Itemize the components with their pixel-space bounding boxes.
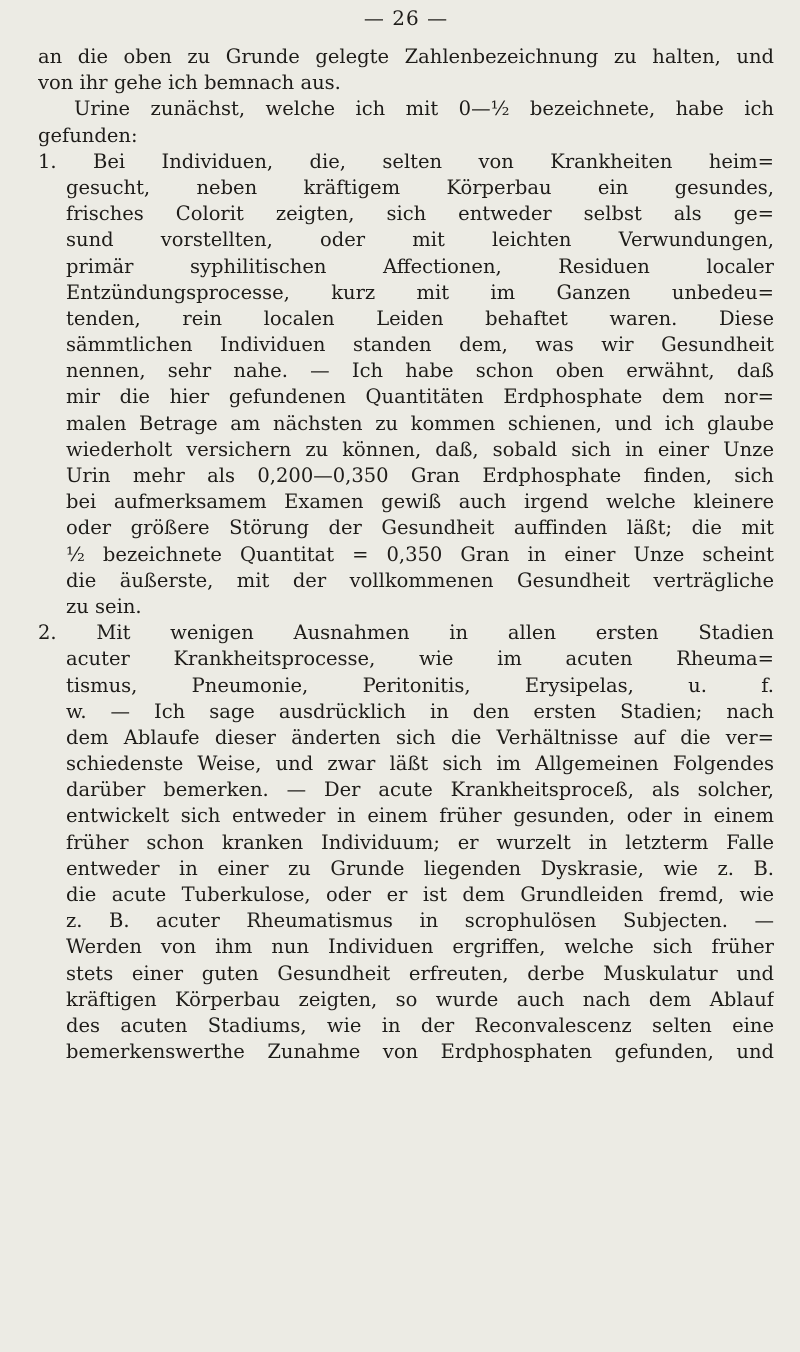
text-line: bei aufmerksamem Examen gewiß auch irgend welche kleinere bbox=[66, 490, 774, 514]
text-line: sund vorstellten, oder mit leichten Verwundungen, bbox=[66, 228, 774, 252]
book-page bbox=[38, 0, 774, 1352]
page-number: — 26 — bbox=[363, 6, 449, 30]
text-line: entweder in einer zu Grunde liegenden Dyskrasie, wie z. B. bbox=[66, 856, 774, 880]
text-line: schiedenste Weise, und zwar läßt sich im Allgemeinen Folgendes bbox=[66, 752, 774, 776]
text-line: malen Betrage am nächsten zu kommen schienen, und ich glaube bbox=[66, 411, 774, 435]
text-line: acuter Krankheitsprocesse, wie im acuten Rheuma= bbox=[66, 647, 774, 671]
text-line: Urin mehr als 0,200—0,350 Gran Erdphosphate finden, sich bbox=[66, 464, 774, 487]
text-line: wiederholt versichern zu können, daß, sobald sich in einer Unze bbox=[66, 437, 774, 461]
text-line: 1. Bei Individuen, die, selten von Krankheiten heim= bbox=[38, 149, 774, 173]
text-line: die äußerste, mit der vollkommenen Gesundheit verträgliche bbox=[66, 568, 774, 592]
body-text bbox=[38, 44, 774, 1065]
text-line: 2. Mit wenigen Ausnahmen in allen ersten Stadien bbox=[38, 621, 774, 645]
text-line: die acute Tuberkulose, oder er ist dem Grundleiden fremd, wie bbox=[66, 883, 774, 906]
text-line: nennen, sehr nahe. — Ich habe schon oben erwähnt, daß bbox=[66, 359, 774, 383]
text-line: bemerkenswerthe Zunahme von Erdphosphaten gefunden, und bbox=[66, 1040, 774, 1064]
text-line: primär syphilitischen Affectionen, Residuen localer bbox=[66, 254, 774, 278]
text-line: dem Ablaufe dieser änderten sich die Verhältnisse auf die ver= bbox=[66, 725, 774, 749]
text-line: ½ bezeichnete Quantitat = 0,350 Gran in einer Unze scheint bbox=[66, 542, 774, 566]
text-line: stets einer guten Gesundheit erfreuten, derbe Muskulatur und bbox=[66, 961, 774, 985]
text-line: mir die hier gefundenen Quantitäten Erdphosphate dem nor= bbox=[66, 385, 774, 409]
text-line: kräftigen Körperbau zeigten, so wurde auch nach dem Ablauf bbox=[66, 987, 774, 1011]
text-line: frisches Colorit zeigten, sich entweder selbst als ge= bbox=[66, 202, 774, 226]
text-line: entwickelt sich entweder in einem früher gesunden, oder in einem bbox=[66, 804, 774, 828]
text-line: Urine zunächst, welche ich mit 0—½ bezeichnete, habe ich bbox=[74, 97, 774, 121]
text-line: zu sein. bbox=[66, 594, 142, 618]
text-line: an die oben zu Grunde gelegte Zahlenbezeichnung zu halten, und bbox=[38, 45, 774, 68]
text-line: tenden, rein localen Leiden behaftet waren. Diese bbox=[66, 306, 774, 330]
text-line: von ihr gehe ich bemnach aus. bbox=[38, 71, 341, 95]
text-line: z. B. acuter Rheumatismus in scrophulösen Subjecten. — bbox=[66, 909, 774, 933]
text-line: gefunden: bbox=[38, 123, 138, 147]
text-line: sämmtlichen Individuen standen dem, was wir Gesundheit bbox=[66, 333, 774, 357]
text-line: w. — Ich sage ausdrücklich in den ersten Stadien; nach bbox=[66, 699, 774, 723]
text-line: tismus, Pneumonie, Peritonitis, Erysipelas, u. f. bbox=[66, 673, 774, 697]
text-line: des acuten Stadiums, wie in der Reconvalescenz selten eine bbox=[66, 1013, 774, 1037]
text-line: früher schon kranken Individuum; er wurzelt in letzterm Falle bbox=[66, 830, 774, 854]
text-line: darüber bemerken. — Der acute Krankheitsproceß, als solcher, bbox=[66, 778, 774, 802]
text-line: Werden von ihm nun Individuen ergriffen, welche sich früher bbox=[66, 935, 774, 959]
text-line: Entzündungsprocesse, kurz mit im Ganzen unbedeu= bbox=[66, 280, 774, 304]
text-line: oder größere Störung der Gesundheit auffinden läßt; die mit bbox=[66, 516, 774, 540]
text-line: gesucht, neben kräftigem Körperbau ein gesundes, bbox=[66, 175, 774, 199]
